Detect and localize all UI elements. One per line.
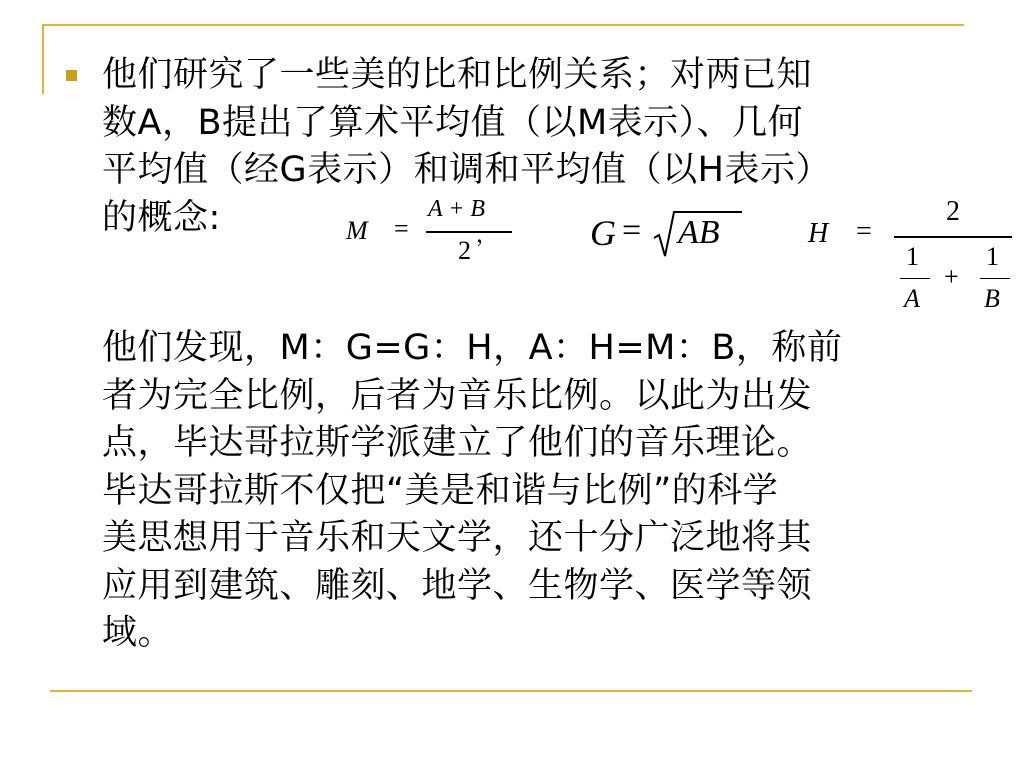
formula-lhs: H bbox=[808, 218, 829, 249]
formula-denominator: 2 bbox=[458, 236, 471, 265]
formula-radicand: AB bbox=[678, 214, 720, 251]
text-line: 他们发现，M：G=G：H，A：H=M：B，称前 bbox=[102, 328, 843, 368]
text-line: 毕达哥拉斯不仅把“美是和谐与比例”的科学 bbox=[102, 470, 779, 511]
text-line: 应用到建筑、雕刻、地学、生物学、医学等领 bbox=[102, 565, 813, 606]
formula-equals: = bbox=[622, 212, 642, 249]
text-line: 点，毕达哥拉斯学派建立了他们的音乐理论。 bbox=[102, 423, 813, 463]
formula-equals: = bbox=[856, 216, 872, 247]
formula-numerator: A + B bbox=[428, 196, 486, 222]
bottom-rule bbox=[50, 690, 972, 692]
formula-arithmetic-mean bbox=[340, 196, 520, 276]
formula-lhs: G bbox=[590, 213, 616, 253]
fraction-bar bbox=[426, 231, 512, 233]
sub-fraction-bar bbox=[980, 278, 1010, 279]
sub-denominator: B bbox=[984, 284, 1000, 313]
plus-sign: + bbox=[944, 262, 959, 291]
text-line: 数A，B提出了算术平均值（以M表示）、几何 bbox=[102, 102, 804, 143]
formula-lhs: M bbox=[346, 216, 368, 245]
top-rule bbox=[42, 24, 964, 26]
text-line: 他们研究了一些美的比和比例关系；对两已知 bbox=[102, 55, 813, 95]
formula-equals: = bbox=[394, 214, 409, 243]
sub-numerator: 1 bbox=[986, 242, 999, 271]
text-line: 域。 bbox=[102, 613, 174, 653]
formula-harmonic-mean bbox=[800, 196, 1020, 326]
text-line: 者为完全比例，后者为音乐比例。以此为出发 bbox=[102, 375, 813, 416]
formula-numerator: 2 bbox=[946, 196, 960, 227]
sub-fraction-bar bbox=[900, 278, 930, 279]
bullet-square bbox=[66, 70, 77, 81]
formula-comma: ， bbox=[476, 222, 499, 247]
sub-denominator: A bbox=[904, 284, 920, 313]
text-line: 平均值（经G表示）和调和平均值（以H表示） bbox=[102, 150, 831, 190]
formula-geometric-mean bbox=[590, 206, 750, 266]
left-rule bbox=[42, 24, 44, 94]
paragraph-discovery bbox=[102, 325, 962, 658]
fraction-bar bbox=[894, 236, 1012, 238]
sub-numerator: 1 bbox=[906, 242, 919, 271]
text-line: 的概念: bbox=[102, 197, 221, 238]
text-line: 美思想用于音乐和天文学，还十分广泛地将其 bbox=[102, 518, 813, 558]
